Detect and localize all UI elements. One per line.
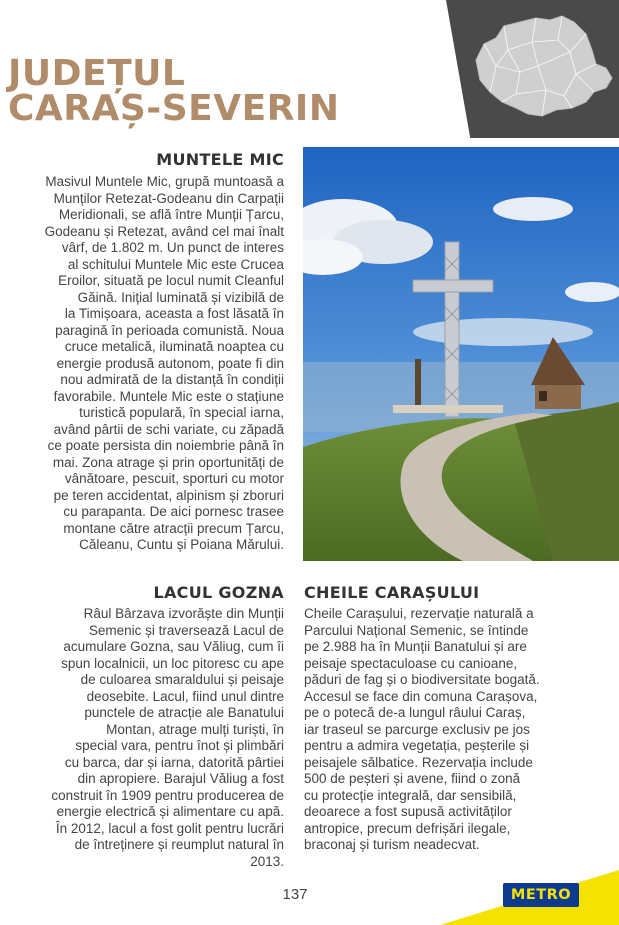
text-line: energie electrică și alimentare cu apă. — [56, 804, 284, 819]
section-heading-lacul-gozna: LACUL GOZNA — [153, 583, 284, 602]
text-line: montane către atracții precum Țarcu, — [63, 520, 284, 536]
section-text-lacul-gozna — [4, 606, 284, 870]
text-line: Parcului Național Semenic, se întinde — [304, 622, 529, 638]
text-line: deosebite. Lacul, fiind unul dintre — [86, 688, 284, 704]
text-line: paragină în perioada comunistă. Noua — [55, 322, 284, 338]
text-line: de culoarea smaraldului și peisaje — [80, 672, 284, 687]
text-line: pe 2.988 ha în Munții Banatului și are — [304, 639, 527, 654]
text-line: având pârtii de schi variate, cu zăpadă — [53, 421, 284, 437]
text-line: pe o potecă de-a lungul râului Caraș, — [304, 705, 526, 720]
text-line: mai. Zona atrage și prin oportunități de — [52, 454, 284, 470]
text-line: al schitului Muntele Mic este Crucea — [67, 256, 284, 272]
text-line: Căleanu, Cuntu și Poiana Mărului. — [79, 537, 284, 552]
section-heading-cheile-carasului: CHEILE CARAȘULUI — [304, 583, 480, 602]
text-line: cruce metalică, iluminată noaptea cu — [64, 339, 284, 354]
title-line-2: CARAȘ-SEVERIN — [8, 88, 340, 129]
text-line: antropice, precum defrișări ilegale, — [304, 820, 511, 836]
romania-map-panel — [446, 0, 619, 138]
text-line: special vara, pentru înot și plimbări — [75, 738, 284, 753]
text-line: vânătoare, pescuit, sporturi cu motor — [64, 471, 284, 486]
text-line: energie produsă autonom, poate fi din — [56, 355, 284, 371]
text-line: Meridionali, se află între Munții Țarcu, — [58, 207, 284, 222]
text-line: nou admirată de la distanță în condiții — [60, 372, 284, 387]
text-line: la Timișoara, aceasta a fost lăsată în — [64, 306, 284, 321]
text-line: pe teren accidentat, alpinism și zboruri — [53, 487, 284, 503]
text-line: vârf, de 1.802 m. Un punct de interes — [61, 240, 284, 255]
text-line: Râul Bârzava izvorăște din Munții — [83, 606, 284, 621]
text-line: iar traseul se parcurge exclusiv pe jos — [304, 721, 530, 737]
text-line: Găină. Inițial luminată și vizibilă de — [77, 289, 284, 305]
text-line: peisaje spectaculoase cu canioane, — [304, 655, 518, 671]
section-text-muntele-mic — [4, 174, 284, 554]
text-line: de întreținere și reumplut natural în — [74, 837, 284, 852]
text-line: Masivul Muntele Mic, grupă muntoasă a — [45, 174, 284, 189]
text-line: Montan, atrage mulți turiști, în — [106, 721, 284, 737]
text-line: pentru a admira vegetația, peșterile și — [304, 738, 530, 753]
text-line: Munților Retezat-Godeanu din Carpații — [53, 190, 284, 206]
muntele-mic-cross-photo — [303, 147, 619, 561]
text-line: cu barca, dar și iarna, datorită pârtiei — [64, 754, 284, 770]
text-line: păduri de fag și o biodiversitate bogată. — [304, 672, 540, 687]
metro-logo — [503, 883, 579, 907]
text-line: 2013. — [250, 853, 284, 869]
text-line: Semenic și traversează Lacul de — [88, 622, 284, 638]
romania-map-icon — [446, 0, 619, 138]
text-line: Eroilor, situată pe locul numit Cleanful — [58, 273, 284, 288]
text-line: acumulare Gozna, sau Văliug, cum îi — [63, 639, 284, 654]
text-line: Cheile Carașului, rezervație naturală a — [304, 606, 534, 621]
text-line: construit în 1909 pentru producerea de — [51, 787, 284, 803]
text-line: cu protecție integrală, dar sensibilă, — [304, 787, 517, 803]
text-line: Godeanu și Retezat, având cel mai înalt — [44, 223, 284, 239]
metro-logo-text: METRO — [510, 887, 572, 903]
text-line: ce poate persista din noiembrie până în — [47, 438, 284, 453]
text-line: favorabile. Muntele Mic este o stațiune — [53, 388, 284, 404]
section-text-cheile-carasului — [304, 606, 604, 854]
text-line: Accesul se face din comuna Carașova, — [304, 688, 538, 704]
text-line: cu parapanta. De aici pornesc trasee — [63, 504, 284, 519]
section-heading-muntele-mic: MUNTELE MIC — [156, 150, 284, 169]
text-line: deoarece a fost supusă activităților — [304, 804, 512, 819]
text-line: punctele de atracție ale Banatului — [84, 705, 284, 720]
text-line: peisajele sălbatice. Rezervația include — [304, 754, 533, 770]
title-line-1: JUDEȚUL — [8, 53, 186, 94]
text-line: din apropiere. Barajul Văliug a fost — [77, 771, 284, 786]
text-line: În 2012, lacul a fost golit pentru lucrări — [55, 820, 284, 836]
page-title — [8, 53, 340, 129]
text-line: 500 de peșteri și avene, fiind o zonă — [304, 771, 521, 786]
text-line: spun localnicii, un loc pitoresc cu ape — [61, 655, 284, 671]
text-line: braconaj și turism neadecvat. — [304, 837, 480, 852]
text-line: turistică populară, în special iarna, — [79, 405, 284, 420]
page-number: 137 — [282, 886, 308, 903]
